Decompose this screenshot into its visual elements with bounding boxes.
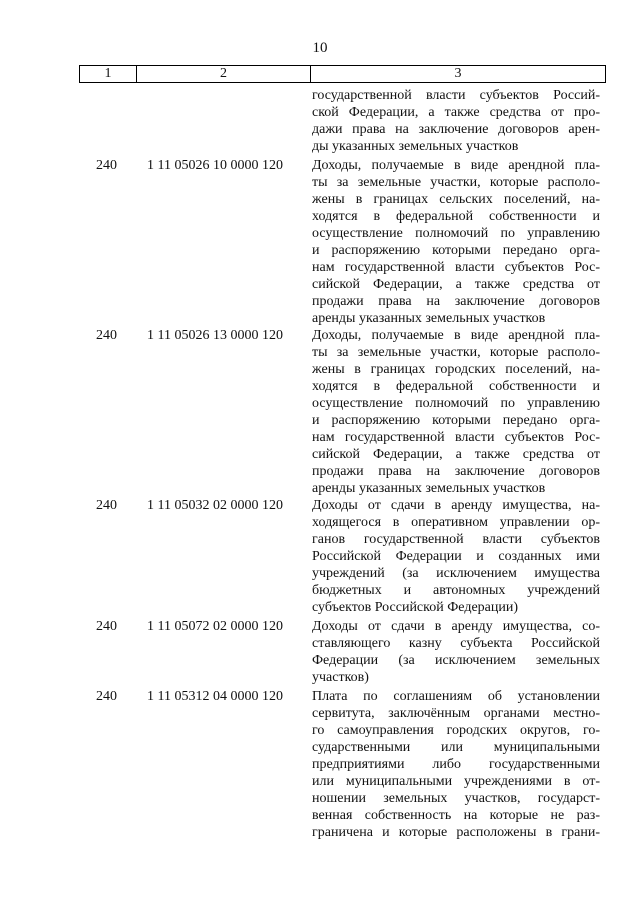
header-col-3: 3 (454, 66, 462, 81)
text-line: государственной власти субъектов Россий- (312, 88, 600, 103)
text-line: Плата по соглашениям об установлении (312, 689, 600, 704)
text-line: осуществление полномочий по управлению (312, 396, 600, 411)
budget-code: 1 11 05032 02 0000 120 (147, 498, 283, 513)
text-line: жены в границах сельских поселений, на- (312, 192, 600, 207)
text-line: и распоряжению которыми передано орга- (312, 243, 600, 258)
admin-code: 240 (96, 498, 117, 513)
text-line: нам государственной власти субъектов Рос- (312, 430, 600, 445)
page-number: 10 (312, 40, 328, 56)
text-line: Федерации (за исключением земельных (312, 653, 600, 668)
text-line: граничена и которые расположены в грани- (312, 825, 600, 840)
text-line: жены в границах городских поселений, на- (312, 362, 600, 377)
admin-code: 240 (96, 689, 117, 704)
text-line: аренды указанных земельных участков (312, 481, 546, 496)
text-line: осуществление полномочий по управлению (312, 226, 600, 241)
text-line: ской Федерации, а также средства от про- (312, 105, 600, 120)
budget-code: 1 11 05312 04 0000 120 (147, 689, 283, 704)
text-line: Доходы от сдачи в аренду имущества, на- (312, 498, 600, 513)
budget-code: 1 11 05026 13 0000 120 (147, 328, 283, 343)
text-line: продажи права на заключение договоров (312, 464, 600, 479)
text-line: го самоуправления городских округов, го- (312, 723, 600, 738)
text-line: ношении земельных участков, государст- (312, 791, 600, 806)
text-line: предприятиями либо государственными (312, 757, 600, 772)
admin-code: 240 (96, 619, 117, 634)
text-line: сударственными или муниципальными (312, 740, 600, 755)
income-description (312, 497, 600, 616)
text-line: сервитута, заключённым органами местно- (312, 706, 600, 721)
admin-code: 240 (96, 328, 117, 343)
text-line: учреждений (за исключением имущества (312, 566, 600, 581)
text-line: ходятся в федеральной собственности и (312, 209, 600, 224)
text-line: сийской Федерации, а также средства от (312, 277, 600, 292)
text-line: ты за земельные участки, которые располо- (312, 345, 600, 360)
budget-code: 1 11 05072 02 0000 120 (147, 619, 283, 634)
text-line: венная собственность на которые не раз- (312, 808, 600, 823)
admin-code: 240 (96, 158, 117, 173)
text-line: субъектов Российской Федерации) (312, 600, 519, 615)
text-line: дажи права на заключение договоров арен- (312, 122, 600, 137)
text-line: нам государственной власти субъектов Рос- (312, 260, 600, 275)
text-line: ды указанных земельных участков (312, 139, 519, 154)
text-line: и распоряжению которыми передано орга- (312, 413, 600, 428)
income-description (312, 618, 600, 686)
text-line: Российской Федерации и созданных ими (312, 549, 600, 564)
text-line: ты за земельные участки, которые располо- (312, 175, 600, 190)
text-line: Доходы, получаемые в виде арендной пла- (312, 328, 600, 343)
text-line: ставляющего казну субъекта Российской (312, 636, 600, 651)
text-line: продажи права на заключение договоров (312, 294, 600, 309)
income-description (312, 688, 600, 841)
text-line: бюджетных и автономных учреждений (312, 583, 600, 598)
header-col-1: 1 (80, 66, 137, 82)
header-col-2: 2 (137, 66, 311, 82)
table-header (79, 65, 606, 83)
text-line: сийской Федерации, а также средства от (312, 447, 600, 462)
text-line: ходятся в федеральной собственности и (312, 379, 600, 394)
budget-code: 1 11 05026 10 0000 120 (147, 158, 283, 173)
text-line: Доходы, получаемые в виде арендной пла- (312, 158, 600, 173)
income-description (312, 327, 600, 497)
text-line: ганов государственной власти субъектов (312, 532, 600, 547)
text-line: Доходы от сдачи в аренду имущества, со- (312, 619, 600, 634)
continuation-text (312, 87, 600, 155)
income-description (312, 157, 600, 327)
text-line: участков) (312, 670, 369, 685)
text-line: ходящегося в оперативном управлении ор- (312, 515, 600, 530)
text-line: или муниципальными учреждениями в от- (312, 774, 600, 789)
text-line: аренды указанных земельных участков (312, 311, 546, 326)
